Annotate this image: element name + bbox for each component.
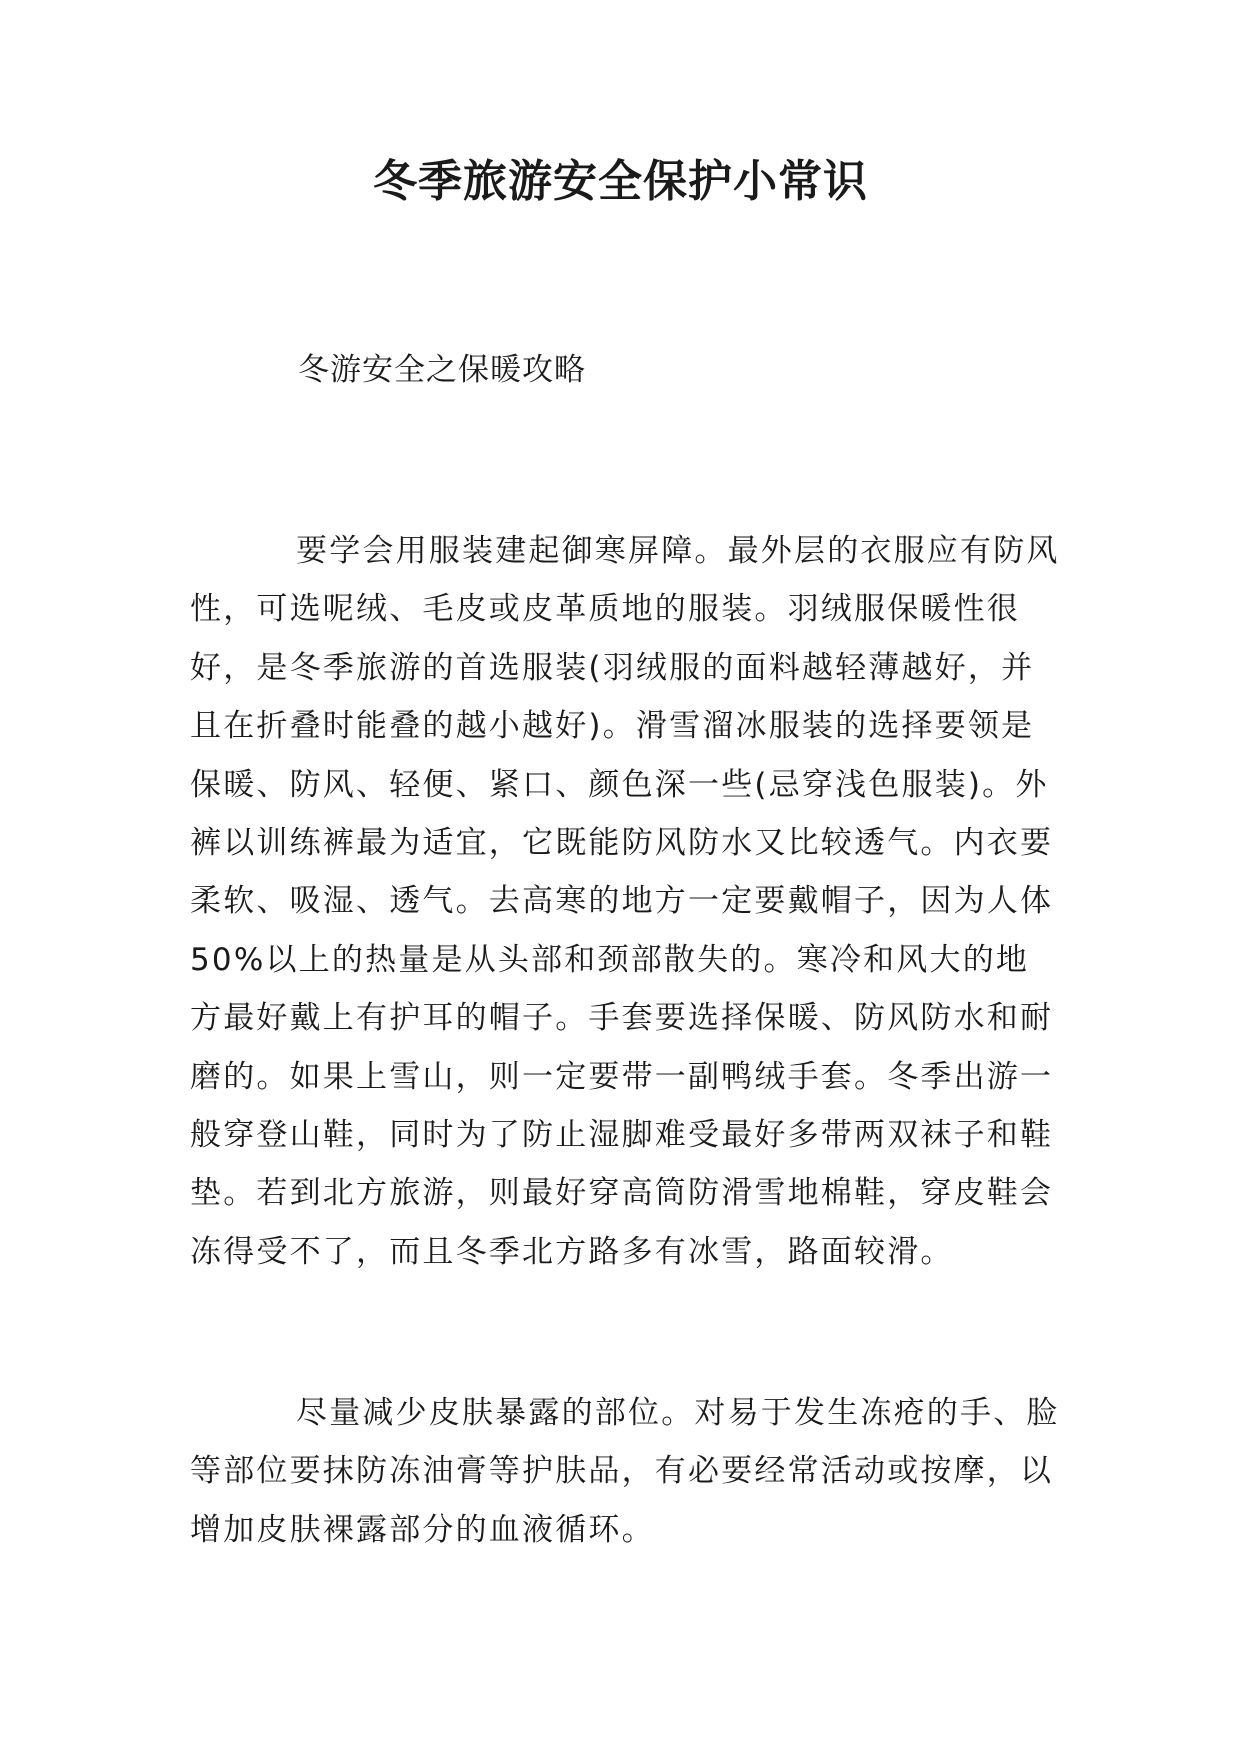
paragraph-clothing: 要学会用服装建起御寒屏障。最外层的衣服应有防风性，可选呢绒、毛皮或皮革质地的服装。羽绒服保暖性很好，是冬季旅游的首选服装(羽绒服的面料越轻薄越好，并且在折叠时能叠的越小越好)。滑雪溜冰服装的选择要领是保暖、防风、轻便、紧口、颜色深一些(忌穿浅色服装)。外裤以训练裤最为适宜，它既能防风防水又比较透气。内衣要柔软、吸湿、透气。去高寒的地方一定要戴帽子，因为人体50%以上的热量是从头部和颈部散失的。寒冷和风大的地方最好戴上有护耳的帽子。手套要选择保暖、防风防水和耐磨的。如果上雪山，则一定要带一副鸭绒手套。冬季出游一般穿登山鞋，同时为了防止湿脚难受最好多带两双袜子和鞋垫。若到北方旅游，则最好穿高筒防滑雪地棉鞋，穿皮鞋会冻得受不了，而且冬季北方路多有冰雪，路面较滑。 <box>190 533 1060 1270</box>
document-title: 冬季旅游安全保护小常识 <box>373 156 868 207</box>
paragraph-skin-exposure: 尽量减少皮肤暴露的部位。对易于发生冻疮的手、脸等部位要抹防冻油膏等护肤品，有必要经常活动或按摩，以增加皮肤裸露部分的血液循环。 <box>190 1395 1060 1548</box>
section-heading: 冬游安全之保暖攻略 <box>298 352 586 388</box>
